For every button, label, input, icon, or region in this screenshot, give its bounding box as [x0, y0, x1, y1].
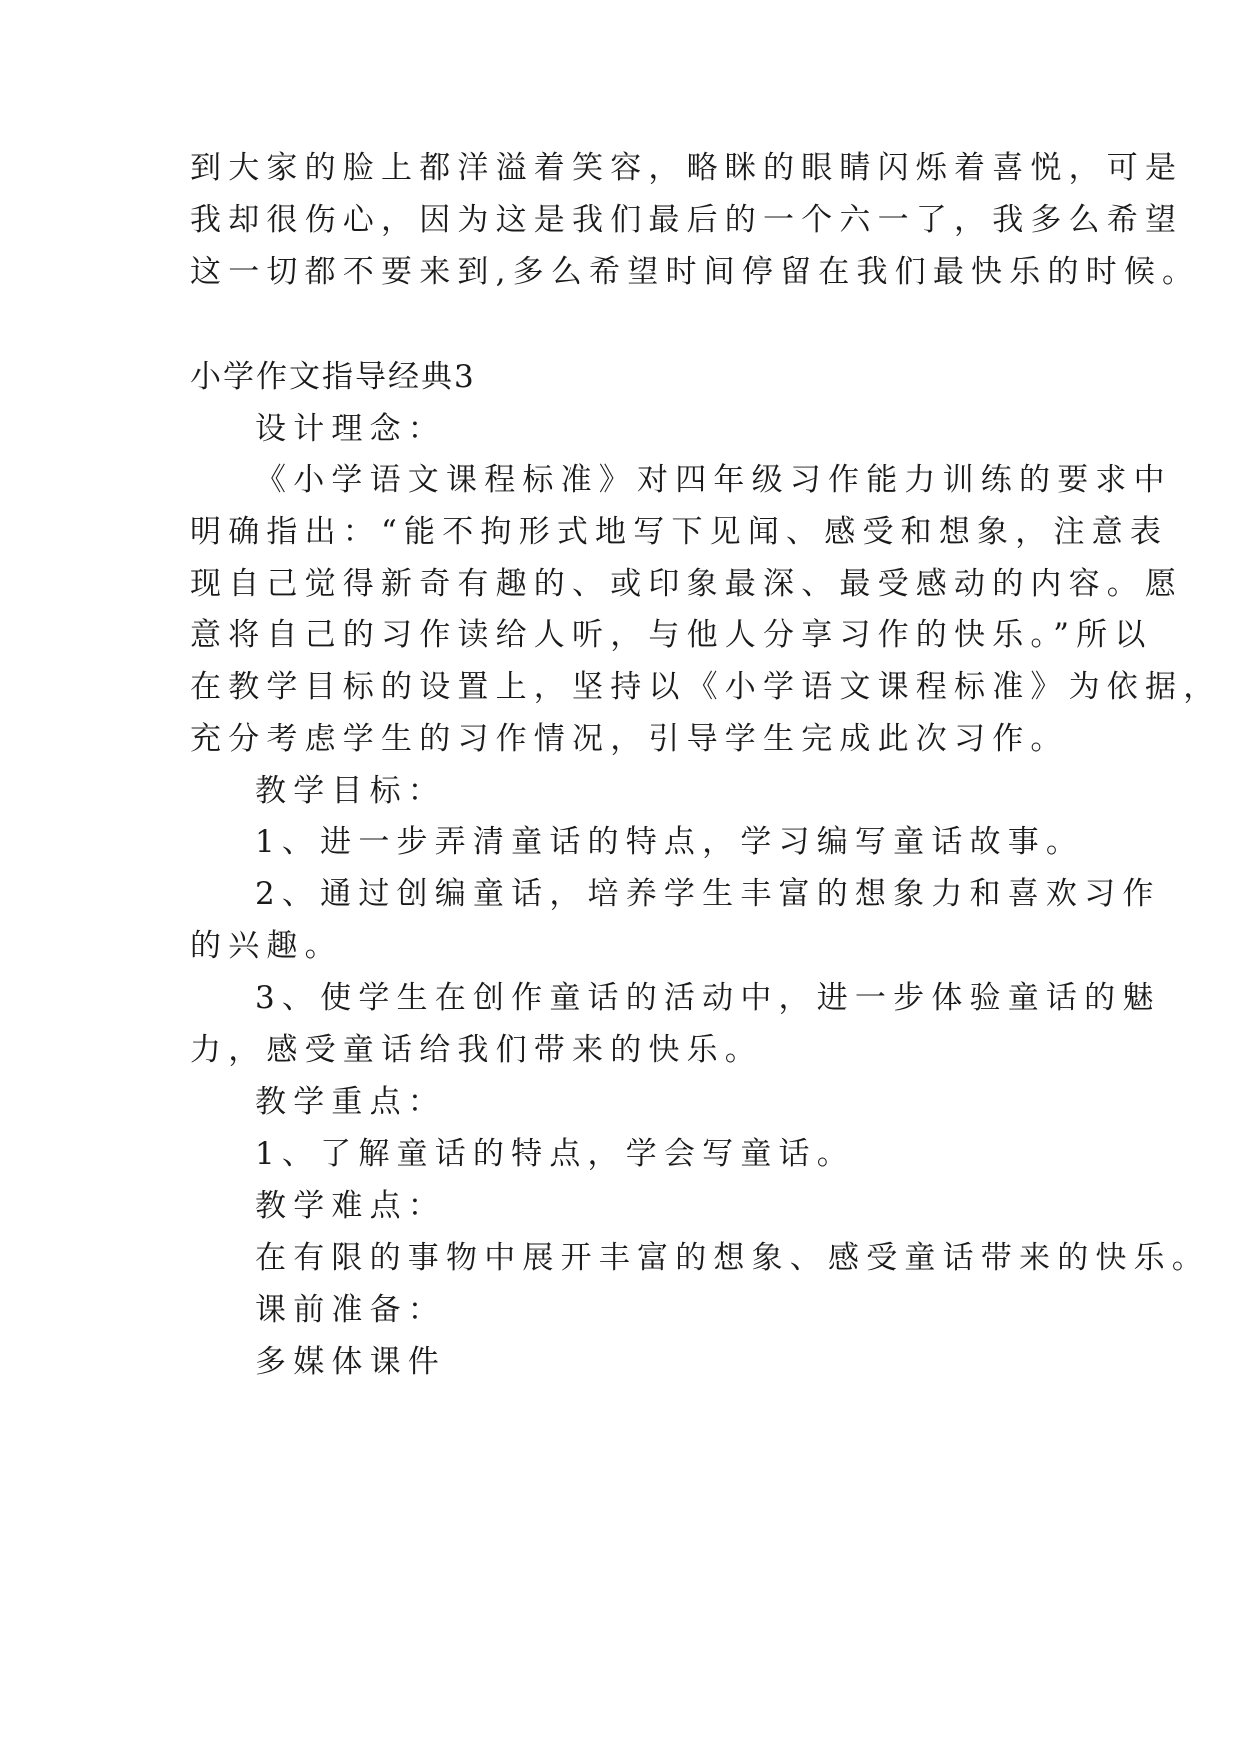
design-line-1: 《小学语文课程标准》对四年级习作能力训练的要求中: [255, 462, 1172, 498]
design-line-4: 意将自己的习作读给人听，与他人分享习作的快乐。”所以: [190, 617, 1153, 653]
goal-3-line-1: 3、使学生在创作童话的活动中，进一步体验童话的魅: [255, 980, 1161, 1016]
goal-3-line-2: 力，感受童话给我们带来的快乐。: [190, 1032, 763, 1068]
intro-line-1: 到大家的脸上都洋溢着笑容，略眯的眼睛闪烁着喜悦，可是: [190, 150, 1184, 186]
difficulty-text: 在有限的事物中展开丰富的想象、感受童话带来的快乐。: [255, 1240, 1210, 1276]
design-line-5: 在教学目标的设置上，坚持以《小学语文课程标准》为依据，: [190, 669, 1222, 705]
goal-1: 1、进一步弄清童话的特点，学习编写童话故事。: [255, 824, 1085, 860]
design-line-2: 明确指出：“能不拘形式地写下见闻、感受和想象，注意表: [190, 514, 1169, 550]
goal-2-line-2: 的兴趣。: [190, 928, 343, 964]
design-line-3: 现自己觉得新奇有趣的、或印象最深、最受感动的内容。愿: [190, 566, 1184, 602]
design-heading: 设计理念：: [255, 411, 446, 447]
intro-line-2: 我却很伤心，因为这是我们最后的一个六一了，我多么希望: [190, 202, 1184, 238]
design-line-6: 充分考虑学生的习作情况，引导学生完成此次习作。: [190, 721, 1069, 757]
key-heading: 教学重点：: [255, 1084, 446, 1120]
prep-text: 多媒体课件: [255, 1344, 446, 1380]
section-title: 小学作文指导经典3: [190, 359, 476, 395]
intro-line-3: 这一切都不要来到,多么希望时间停留在我们最快乐的时候。: [190, 254, 1201, 290]
difficulty-heading: 教学难点：: [255, 1188, 446, 1224]
goal-2-line-1: 2、通过创编童话，培养学生丰富的想象力和喜欢习作: [255, 876, 1161, 912]
key-item-1: 1、了解童话的特点，学会写童话。: [255, 1136, 855, 1172]
prep-heading: 课前准备：: [255, 1292, 446, 1328]
goals-heading: 教学目标：: [255, 773, 446, 809]
